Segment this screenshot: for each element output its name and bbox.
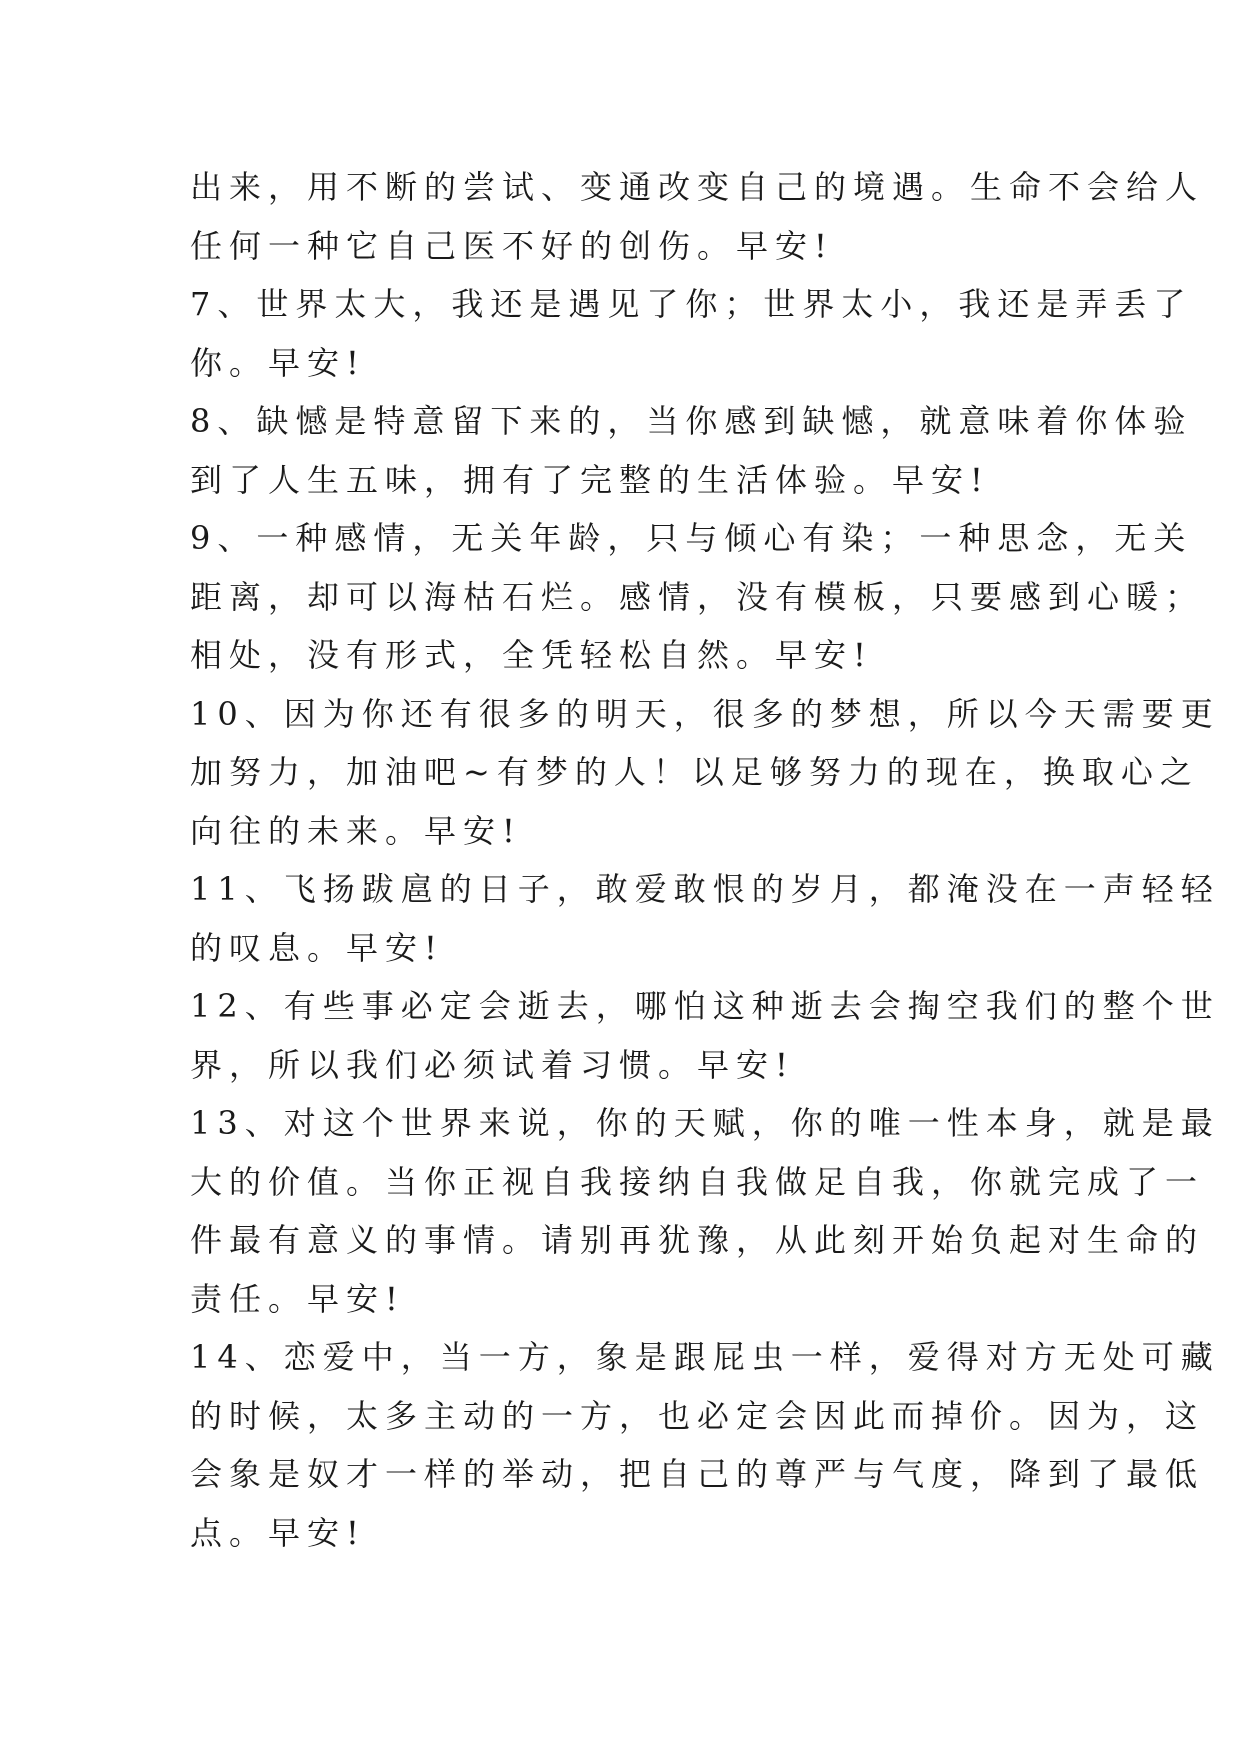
text-line: 加努力，加油吧~有梦的人！以足够努力的现在，换取心之 — [190, 753, 1199, 791]
text-line: 相处，没有形式，全凭轻松自然。早安! — [190, 636, 873, 674]
text-line: 的叹息。早安! — [190, 928, 444, 967]
text-line: 10、因为你还有很多的明天，很多的梦想，所以今天需要更 — [190, 694, 1220, 733]
text-line: 8、缺憾是特意留下来的，当你感到缺憾，就意味着你体验 — [190, 402, 1193, 440]
text-line: 距离，却可以海枯石烂。感情，没有模板，只要感到心暖； — [190, 577, 1205, 616]
text-line: 的时候，太多主动的一方，也必定会因此而掉价。因为，这 — [190, 1396, 1205, 1435]
text-line: 你。早安! — [190, 343, 366, 382]
text-line: 点。早安! — [190, 1513, 366, 1552]
text-line: 12、有些事必定会逝去，哪怕这种逝去会掏空我们的整个世 — [190, 987, 1220, 1025]
text-line: 向往的未来。早安! — [190, 811, 522, 850]
text-line: 责任。早安! — [190, 1279, 405, 1318]
text-line: 13、对这个世界来说，你的天赋，你的唯一性本身，就是最 — [190, 1104, 1220, 1142]
text-line: 界，所以我们必须试着习惯。早安! — [190, 1045, 795, 1084]
text-line: 任何一种它自己医不好的创伤。早安! — [190, 226, 834, 265]
text-line: 14、恋爱中，当一方，象是跟屁虫一样，爱得对方无处可藏 — [190, 1338, 1220, 1376]
document-body — [190, 158, 1220, 1562]
text-line: 大的价值。当你正视自我接纳自我做足自我，你就完成了一 — [190, 1162, 1205, 1201]
text-line: 11、飞扬跋扈的日子，敢爱敢恨的岁月，都淹没在一声轻轻 — [190, 870, 1220, 908]
text-line: 7、世界太大，我还是遇见了你；世界太小，我还是弄丢了 — [190, 285, 1193, 323]
text-line: 出来，用不断的尝试、变通改变自己的境遇。生命不会给人 — [190, 168, 1205, 206]
text-line: 到了人生五味，拥有了完整的生活体验。早安! — [190, 460, 990, 499]
text-line: 会象是奴才一样的举动，把自己的尊严与气度，降到了最低 — [190, 1455, 1205, 1493]
text-line: 件最有意义的事情。请别再犹豫，从此刻开始负起对生命的 — [190, 1221, 1205, 1259]
text-line: 9、一种感情，无关年龄，只与倾心有染；一种思念，无关 — [190, 519, 1193, 557]
